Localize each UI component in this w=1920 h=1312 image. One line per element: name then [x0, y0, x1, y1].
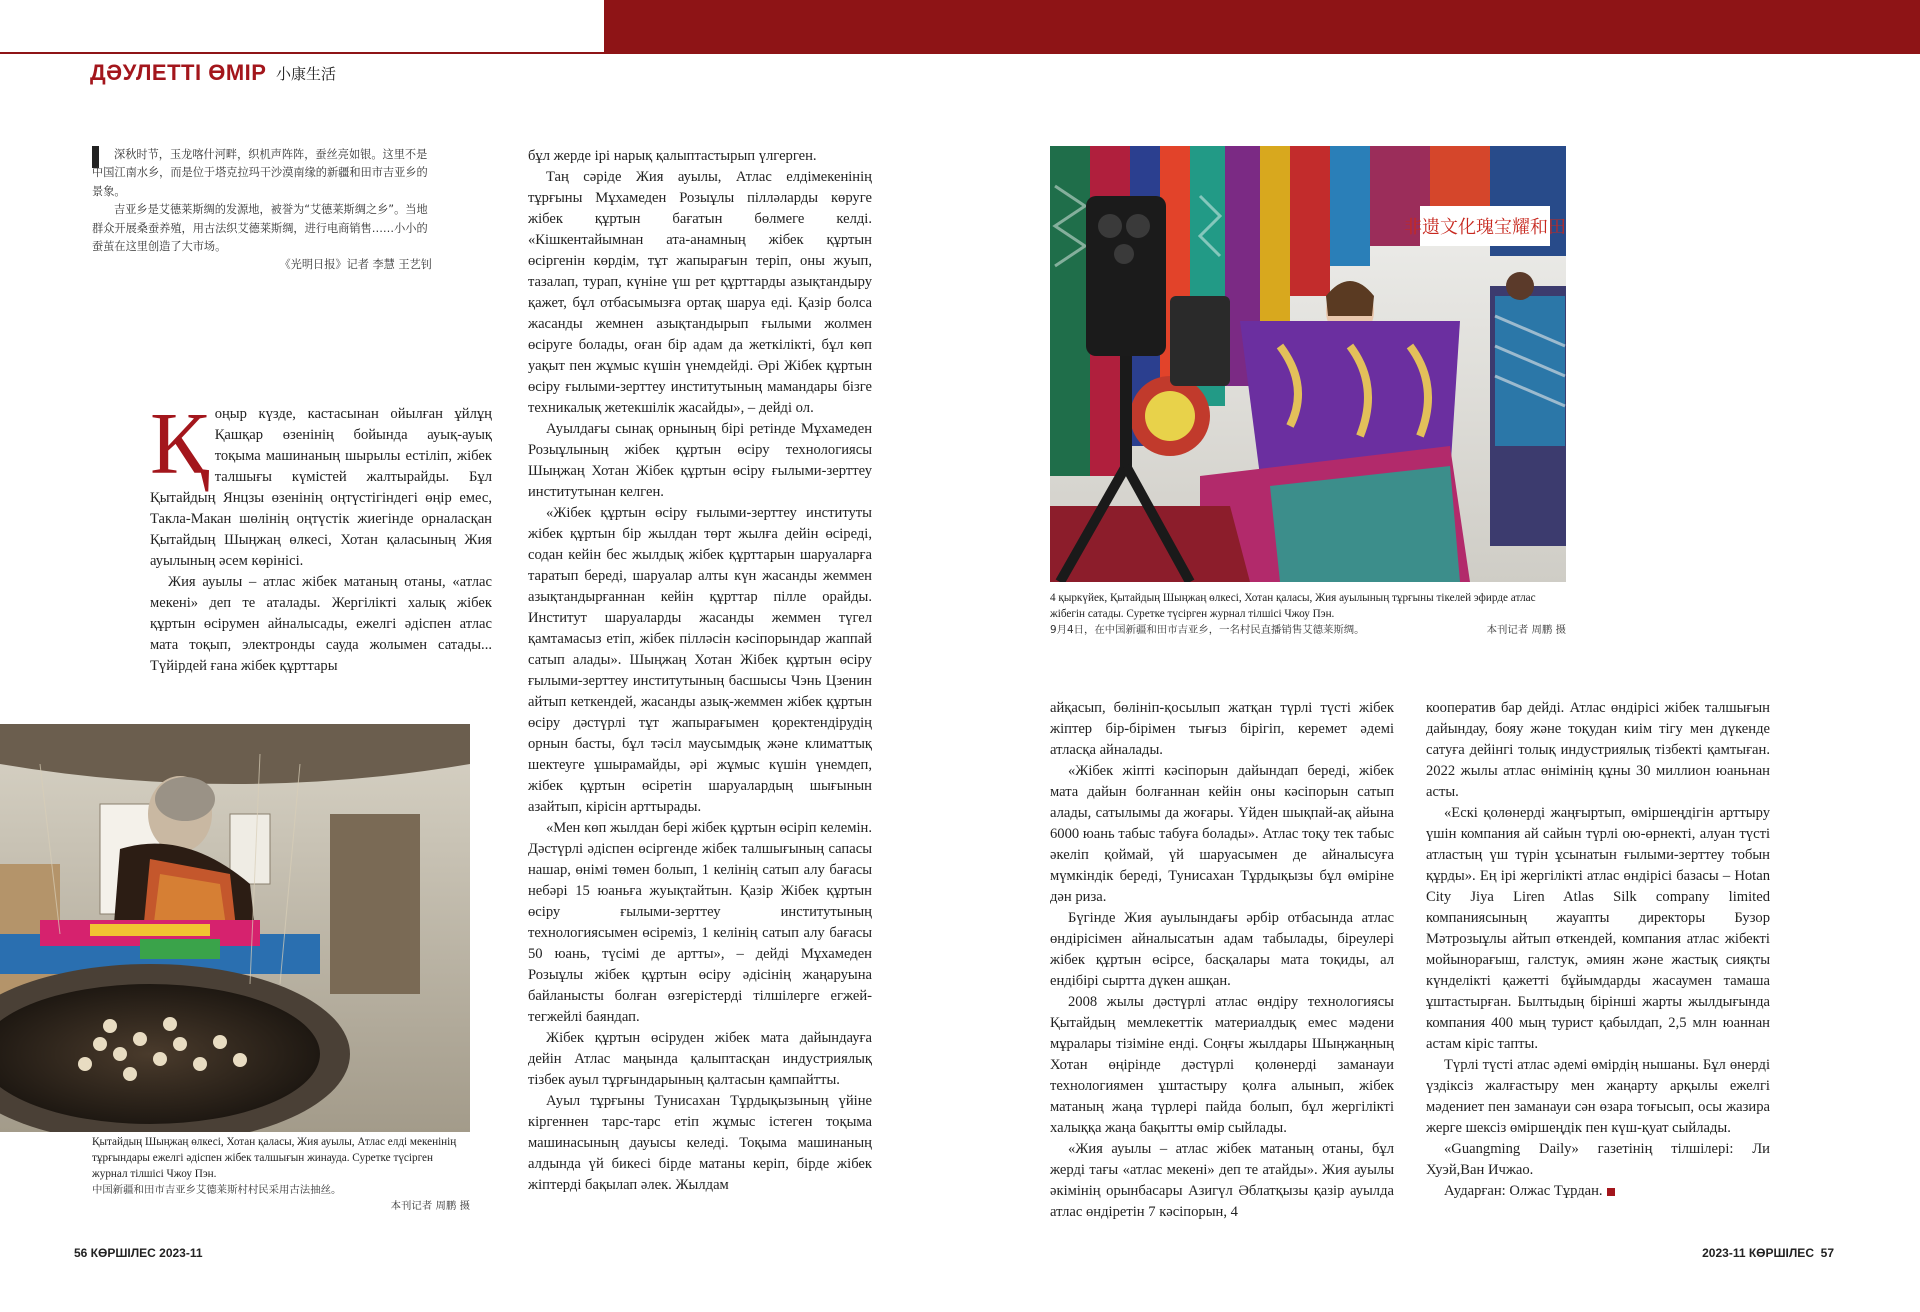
- article-paragraph: Бүгінде Жия ауылындағы әрбір отбасында атлас өндірісімен айналысатын адам табылады, біреулері жібек құртын өсірсе, басқалары мата тоқиды, ал ендібірі сыртта дүкен ашқан.: [1050, 910, 1394, 989]
- article-paragraph: айқасып, бөлініп-қосылып жатқан түрлі түсті жібек жіптер бір-бірімен тығыз бірігіп, керемет әдемі атласқа айналады.: [1050, 700, 1394, 758]
- article-paragraph: Таң сәріде Жия ауылы, Атлас елдімекенінің тұрғыны Мұхамеден Розыұлы пілләларды көруге жібек құртын бағатын бөлмеге келді. «Кішкентайымнан ата-анамның жібек құртын өсіргенін көрдім, тұт жапырағын теріп, оны жуып, тазалап, турап, күніне үш рет құрттарды азықтандыру қажет, бұл отбасымызға ортақ шаруа еді. Қазір болса жасанды жемнен азықтандырып ғылыми жолмен өсіруге болады, оған бір адам да жеткілікті, бұл көп уақыт пен жұмыс күшін үнемдейді. Әрі Жібек құртын өсіру ғылыми-зерттеу институтының мамандары бізге техникалық жетекшілік жасайды», – дейді ол.: [528, 169, 872, 416]
- article-paragraph: кооператив бар дейді. Атлас өндірісі жібек талшығын дайындау, бояу және тоқудан киім тігу мен дүкенде сатуға дейінгі толық индустриялық тізбекті қамтыған. 2022 жылы атлас өнімінің құны 30 миллион юаньнан асты.: [1426, 700, 1770, 800]
- lead-text: оңыр күзде, кастасынан ойылған ұйлұң Қашқар өзенінің бойында ауық-ауық тоқыма машинаның шырылы естіліп, жібек талшығы күмістей жалтырайды. Бұл Қытайдың Янцзы өзенінің оңтүстігіндегі өңір емес, Такла-Макан шөлінің оңтүстік жиегінде орналасқан Қытайдың Шыңжаң өлкесі, Хотан қаласының Жия ауылының әсем көрінісі.: [150, 406, 492, 569]
- photo-livestream-sale: [1050, 146, 1566, 582]
- header-bar: [604, 0, 1920, 54]
- folio-right: 2023-11 КӨРШІЛЕС 57: [1702, 1246, 1834, 1260]
- folio-left: 56 КӨРШІЛЕС 2023-11: [74, 1246, 203, 1260]
- article-paragraph: Жия ауылы – атлас жібек матаның отаны, «атлас мекені» деп те аталады. Жергілікті халық жібек құртын өсірумен айналысады, ежелгі әдіспен атлас мата тоқып, электронды сауда жолымен сатады... Түйірдей ғана жібек құрттары: [150, 574, 492, 674]
- caption-right-cn: 9月4日，在中国新疆和田市吉亚乡，一名村民直播销售艾德莱斯绸。: [1050, 624, 1365, 636]
- silk-reeling-photo-illustration: [0, 724, 470, 1132]
- article-paragraph: бұл жерде ірі нарық қалыптастырып үлгерген.: [528, 148, 817, 164]
- caption-right-cn-row: [1050, 622, 1566, 638]
- article-column-3: [1050, 698, 1394, 1223]
- article-paragraph: «Guangming Daily» газетінің тілшілері: Ли Хуэй,Ван Ичжао.: [1426, 1141, 1770, 1178]
- article-paragraph: «Жібек жіпті кәсіпорын дайындап береді, жібек мата дайын болғаннан кейін оны кәсіпорын сатып алады, сатылымы да жоғары. Үйден шықпай-ақ айына 6000 юань табыс табуға болады». Атлас тоқу тек табыс әкеліп қоймай, үй шаруасымен де айналысуға мүмкіндік береді, Тунисахан Тұрдықызы бұл өміріне дән риза.: [1050, 763, 1394, 905]
- caption-left-kz: Қытайдың Шыңжаң өлкесі, Хотан қаласы, Жия ауылы, Атлас елді мекенінің тұрғындары ежелгі әдіспен жібек талшығын жинауда. Суретке түсірген журнал тілшісі Чжоу Пэн.: [92, 1136, 457, 1180]
- translator-text: Аударған: Олжас Тұрдан.: [1444, 1183, 1603, 1199]
- abstract-p1: 深秋时节，玉龙喀什河畔，织机声阵阵，蚕丝亮如银。这里不是中国江南水乡，而是位于塔克拉玛干沙漠南缘的新疆和田市吉亚乡的景象。: [92, 148, 428, 198]
- abstract-p2: 吉亚乡是艾德莱斯绸的发源地，被誉为“艾德莱斯绸之乡”。当地群众开展桑蚕养殖，用古法织艾德莱斯绸，进行电商销售……小小的蚕茧在这里创造了大市场。: [92, 203, 428, 254]
- article-paragraph: Ауыл тұрғыны Тунисахан Тұрдықызының үйіне кіргеннен тарс-тарс етіп жұмыс істеген тоқыма машинасының дауысы келеді. Тоқыма машинаның алдында үй бикесі бірде матаны керіп, бірде жібек жіптерді бақылап әлек. Жылдам: [528, 1093, 872, 1193]
- photo-sign-text: 非遗文化瑰宝耀和田: [1404, 217, 1566, 238]
- article-paragraph: 2008 жылы дәстүрлі атлас өндіру технологиясы Қытайдың мемлекеттік материалдық емес мәдени мұралары тізіміне енді. Соңғы жылдары Шыңжаңның Хотан өңірінде дәстүрлі қолөнерді заманауи технологиямен ұштастыру қолға алынып, жібек матаның жаңа түрлері пайда болып, бұл жергілікті халыққа жаңа бақытты өмір сыйлады.: [1050, 994, 1394, 1136]
- article-translator: [1426, 1181, 1770, 1202]
- abstract-byline: 《光明日报》记者 李慧 王艺钊: [279, 258, 432, 272]
- article-paragraph: «Мен көп жылдан бері жібек құртын өсіріп келемін. Дәстүрлі әдіспен өсіргенде жібек талшығының сапасы нашар, өнімі төмен болып, 1 келінің сатып алу бағасы небәрі 15 юаньға жуықтайтын. Қазір Жібек құртын өсіру ғылыми-зерттеу институтының технологиясымен өсіреміз, 1 келінің сатып алу бағасы 50 юань, түсімі де артты», – дейді Мұхамеден Розыұлы жібек құртын өсіру әдісінің жаңаруына байланысты болған өзгерістерді тілшілерге егжей-тегжейлі баяндап.: [528, 820, 872, 1025]
- caption-left-cn: 中国新疆和田市吉亚乡艾德莱斯村村民采用古法抽丝。: [92, 1184, 342, 1196]
- article-paragraph: Ауылдағы сынақ орнының бірі ретінде Мұхамеден Розыұлының жібек құртын өсіру технологиясы Шыңжаң Хотан Жібек құртын өсіру ғылыми-зерттеу институтынан келген.: [528, 421, 872, 500]
- header-rule: [0, 52, 604, 54]
- drop-cap: Қ: [150, 396, 209, 493]
- end-mark: [1607, 1188, 1615, 1196]
- caption-right-kz: 4 қыркүйек, Қытайдың Шыңжаң өлкесі, Хотан қаласы, Жия ауылының тұрғыны тікелей эфирде атлас жібегін сатады. Суретке түсірген журнал тілшісі Чжоу Пэн.: [1050, 592, 1536, 620]
- article-paragraph: «Ескі қолөнерді жаңғыртып, өміршеңдігін арттыру үшін компания ай сайын түрлі ою-өрнекті, алуан түсті атластың үш түрін ұсынатын ғылыми-зерттеу тобын құрды». Ең ірі жергілікті атлас өндірісі базасы – Hotan City Jiya Liren Atlas Silk company limited компаниясының жауапты директоры Бузор Мәтрозыұлы айтып өткендей, компания атлас жібекті мойынорағыш, галстук, әмиян және жастық сияқты күнделікті қажетті бұйымдарды жасаумен тамаша ұштастырған. Былтыдың бірінші жарты жылдығында компания 400 мың турист қабылдап, 2,5 млн юаннан астам кіріс тапты.: [1426, 805, 1770, 1052]
- caption-left-credit: 本刊记者 周鹏 摄: [390, 1200, 470, 1212]
- caption-left: [92, 1134, 470, 1214]
- livestream-photo-illustration: [1050, 146, 1566, 582]
- article-lead-paragraph: [150, 396, 492, 572]
- article-paragraph: Жібек құртын өсіруден жібек мата дайындауға дейін Атлас маңында қалыптасқан индустриялық тізбек ауыл тұрғындарының қалтасын қампайтты.: [528, 1030, 872, 1088]
- article-column-4: [1426, 698, 1770, 1202]
- article-paragraph: Түрлі түсті атлас әдемі өмірдің нышаны. Бұл өнерді үздіксіз жалғастыру мен жаңарту арқылы ежелгі мәдениет пен заманауи сән өзара тоғысып, осы жазира жерге шексіз өміршеңдік пен күш-қуат сыйлады.: [1426, 1057, 1770, 1136]
- article-column-2: [528, 146, 872, 1196]
- caption-right: [1050, 590, 1566, 638]
- photo-silk-reeling: [0, 724, 470, 1132]
- article-paragraph: «Жия ауылы – атлас жібек матаның отаны, бұл жерді тағы «атлас мекені» деп те атайды». Жия ауылы әкімінің орынбасары Азигүл Әблатқызы қазір ауылда атлас өндіретін 7 кәсіпорын, 4: [1050, 1141, 1394, 1220]
- article-paragraph: «Жібек құртын өсіру ғылыми-зерттеу институты жібек құртын бір жылдан төрт жылға дейін өсіреді, содан кейін бес жылдық жібек құрттарын шаруаларға таратып береді, шаруалар алты күн жасанды жеммен азықтандырғаннан кейін құрттар пілле орайды. Институт шаруаларды жасанды жеммен түгел қамтамасыз етіп, жібек пілләсін кәсіпорындар жаппай сатып алады». Шыңжаң Хотан Жібек құртын өсіру ғылыми-зерттеу институтының басшысы Чэнь Цзенин айтып кеткендей, жасанды азық-жеммен жібек құртын өсіру дәстүрлі тұт жапырағымен қоректендірудің орнын басты, бұл тәсіл маусымдық және климаттық шектеуге ұшырамайды, әрі жұмыс күшін үнемдеп, жібек құртын өсіретін шаруалардың шығынын азайтып, кірісін арттырады.: [528, 505, 872, 815]
- article-column-1: [150, 396, 492, 677]
- abstract-cn: [92, 146, 432, 275]
- section-title-cn: 小康生活: [276, 65, 337, 83]
- section-title: ДӘУЛЕТТІ ӨМІР: [90, 60, 267, 85]
- caption-right-credit: 本刊记者 周鹏 摄: [1486, 624, 1566, 636]
